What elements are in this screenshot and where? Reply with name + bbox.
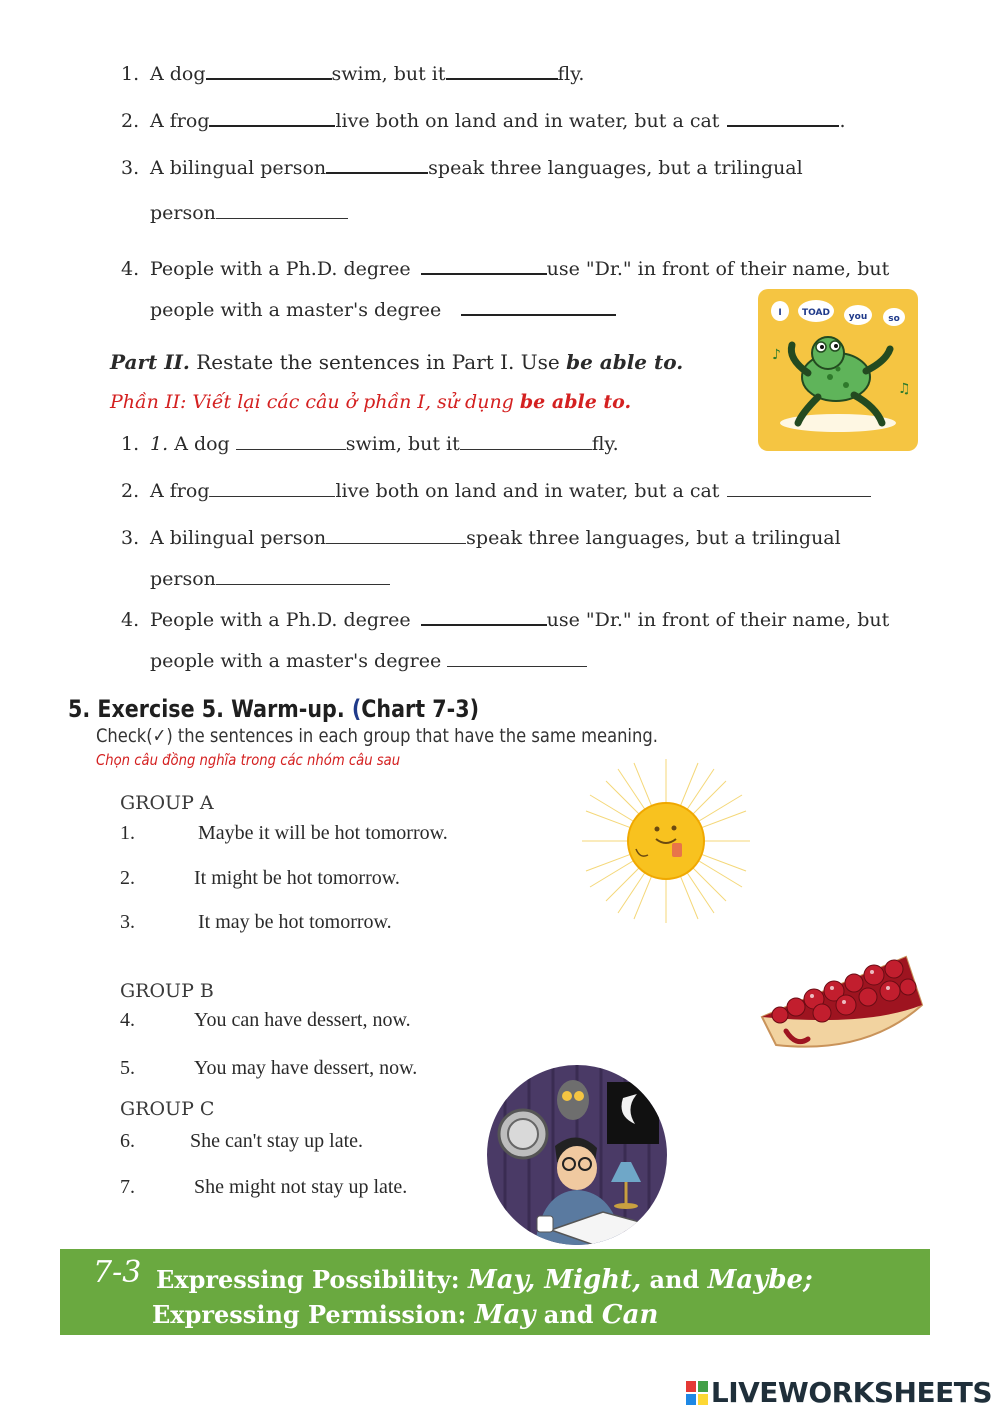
item-text: speak three languages, but a trilingual — [466, 527, 841, 549]
item-text: It may be hot tomorrow. — [198, 911, 392, 933]
item-text: People with a Ph.D. degree — [150, 258, 411, 280]
frog-word: so — [888, 314, 900, 324]
blank-line — [727, 109, 839, 127]
part2-item-2 — [121, 480, 871, 502]
item-text: She can't stay up late. — [190, 1130, 363, 1152]
banner-line-1 — [156, 1265, 813, 1295]
chart-number: 7-3 — [93, 1255, 142, 1290]
group-c-item-6 — [120, 1130, 363, 1153]
logo-text: LIVEWORKSHEETS — [710, 1376, 992, 1409]
part2-emph: be able to. — [566, 350, 684, 374]
item-number: 1. — [120, 822, 135, 844]
part2-item-3 — [121, 527, 841, 549]
item-text: A bilingual person — [150, 157, 327, 179]
item-text: A frog — [150, 480, 210, 502]
exercise-title-text: 5. Exercise 5. Warm-up. — [68, 695, 345, 723]
item-number: 3. — [120, 911, 135, 933]
blank-line — [216, 568, 390, 585]
group-a-item-1 — [120, 822, 448, 845]
item-text: live both on land and in water, but a cat — [335, 480, 720, 502]
blank-line — [209, 480, 335, 497]
blank-line — [216, 202, 348, 219]
item-number: 7. — [120, 1176, 135, 1198]
item-text: It might be hot tomorrow. — [194, 867, 400, 889]
part2-item-4-cont — [150, 650, 587, 672]
item-text: . — [839, 110, 846, 132]
item-text: She might not stay up late. — [194, 1176, 408, 1198]
part1-item-4 — [121, 257, 889, 280]
liveworksheets-logo[interactable] — [686, 1376, 992, 1409]
item-prefix: 1. — [150, 433, 169, 455]
part2-heading — [110, 350, 683, 374]
cherry-pie-image — [756, 935, 926, 1059]
item-text: A dog — [150, 63, 206, 85]
group-a-label: GROUP A — [120, 792, 214, 814]
part2-text: Restate the sentences in Part I. Use — [196, 350, 560, 374]
item-text: A frog — [150, 110, 210, 132]
item-text: person — [150, 568, 216, 590]
part1-item-2 — [121, 109, 845, 132]
item-text: speak three languages, but a trilingual — [428, 157, 803, 179]
blank-line — [206, 62, 332, 80]
part1-item-4-cont — [150, 298, 616, 321]
blank-line — [421, 257, 547, 275]
item-text: live both on land and in water, but a cat — [335, 110, 720, 132]
item-text: fly. — [557, 63, 585, 85]
item-number: 5. — [120, 1057, 135, 1079]
liveworksheets-logo-icon — [686, 1381, 708, 1405]
part1-item-3-cont — [150, 202, 348, 224]
blank-line — [236, 433, 346, 450]
item-number: 1. — [121, 63, 140, 85]
exercise5-vietnamese: Chọn câu đồng nghĩa trong các nhóm câu sau — [96, 751, 401, 769]
part2-item-4 — [121, 608, 889, 631]
item-number: 4. — [121, 258, 140, 280]
part2-label: Part II. — [110, 350, 190, 374]
group-c-item-7 — [120, 1176, 407, 1199]
group-b-item-5 — [120, 1057, 417, 1080]
item-number: 4. — [120, 1009, 135, 1031]
item-text: use "Dr." in front of their name, but — [546, 258, 890, 280]
chart-7-3-banner — [60, 1249, 930, 1335]
item-text: use "Dr." in front of their name, but — [546, 609, 890, 631]
banner-text: Expressing Permission: — [152, 1300, 467, 1329]
item-number: 1. — [121, 433, 140, 455]
part1-item-1 — [121, 62, 584, 85]
group-b-item-4 — [120, 1009, 411, 1032]
exercise5-title — [68, 695, 479, 723]
part1-item-3 — [121, 156, 803, 179]
part2-item-1 — [121, 433, 619, 455]
frog-word: TOAD — [802, 308, 830, 318]
exercise5-instruction: Check(✓) the sentences in each group that have the same meaning. — [96, 725, 658, 747]
banner-emph: Maybe; — [707, 1265, 813, 1295]
item-number: 2. — [120, 867, 135, 889]
chart-ref-paren: ( — [351, 695, 362, 723]
banner-emph: May, Might, — [467, 1265, 642, 1295]
group-a-item-2 — [120, 867, 400, 890]
item-text: A bilingual person — [150, 527, 327, 549]
item-number: 6. — [120, 1130, 135, 1152]
blank-line — [446, 62, 558, 80]
music-note-icon: ♫ — [898, 381, 911, 397]
group-b-label: GROUP B — [120, 980, 214, 1002]
item-text: people with a master's degree — [150, 299, 442, 321]
banner-emph: Can — [601, 1300, 659, 1330]
blank-line — [326, 156, 428, 174]
blank-line — [461, 298, 616, 316]
item-text: swim, but it — [345, 433, 460, 455]
banner-text: and — [543, 1300, 594, 1329]
item-number: 3. — [121, 527, 140, 549]
item-text: You may have dessert, now. — [194, 1057, 418, 1079]
item-text: people with a master's degree — [150, 650, 442, 672]
group-c-label: GROUP C — [120, 1098, 215, 1120]
item-text: fly. — [591, 433, 619, 455]
item-text: Maybe it will be hot tomorrow. — [198, 822, 448, 844]
music-note-icon: ♪ — [772, 347, 781, 363]
group-a-item-3 — [120, 911, 392, 934]
item-number: 3. — [121, 157, 140, 179]
part2-vietnamese-heading — [110, 391, 631, 413]
blank-line — [460, 433, 592, 450]
viet-emph: be able to. — [519, 391, 632, 413]
item-number: 2. — [121, 480, 140, 502]
chart-ref: Chart 7-3) — [361, 695, 480, 723]
item-text: swim, but it — [331, 63, 446, 85]
blank-line — [209, 109, 335, 127]
part2-item-3-cont — [150, 568, 390, 590]
banner-text: Expressing Possibility: — [156, 1265, 460, 1294]
viet-text: Phần II: Viết lại các câu ở phần I, sử dụng — [110, 391, 514, 413]
blank-line — [447, 650, 587, 667]
banner-emph: May — [474, 1300, 536, 1330]
sun-image — [578, 755, 754, 927]
item-text: You can have dessert, now. — [194, 1009, 411, 1031]
banner-line-2 — [152, 1300, 658, 1330]
frog-word: I — [778, 308, 782, 318]
dancing-frog-image — [758, 289, 918, 451]
item-text: A dog — [174, 433, 230, 455]
item-number: 2. — [121, 110, 140, 132]
item-text: person — [150, 202, 216, 224]
blank-line — [326, 527, 466, 544]
blank-line — [421, 608, 547, 626]
night-reading-image — [485, 1064, 669, 1246]
frog-word: you — [848, 312, 868, 322]
item-text: People with a Ph.D. degree — [150, 609, 411, 631]
banner-text: and — [649, 1265, 700, 1294]
item-number: 4. — [121, 609, 140, 631]
blank-line — [727, 480, 871, 497]
